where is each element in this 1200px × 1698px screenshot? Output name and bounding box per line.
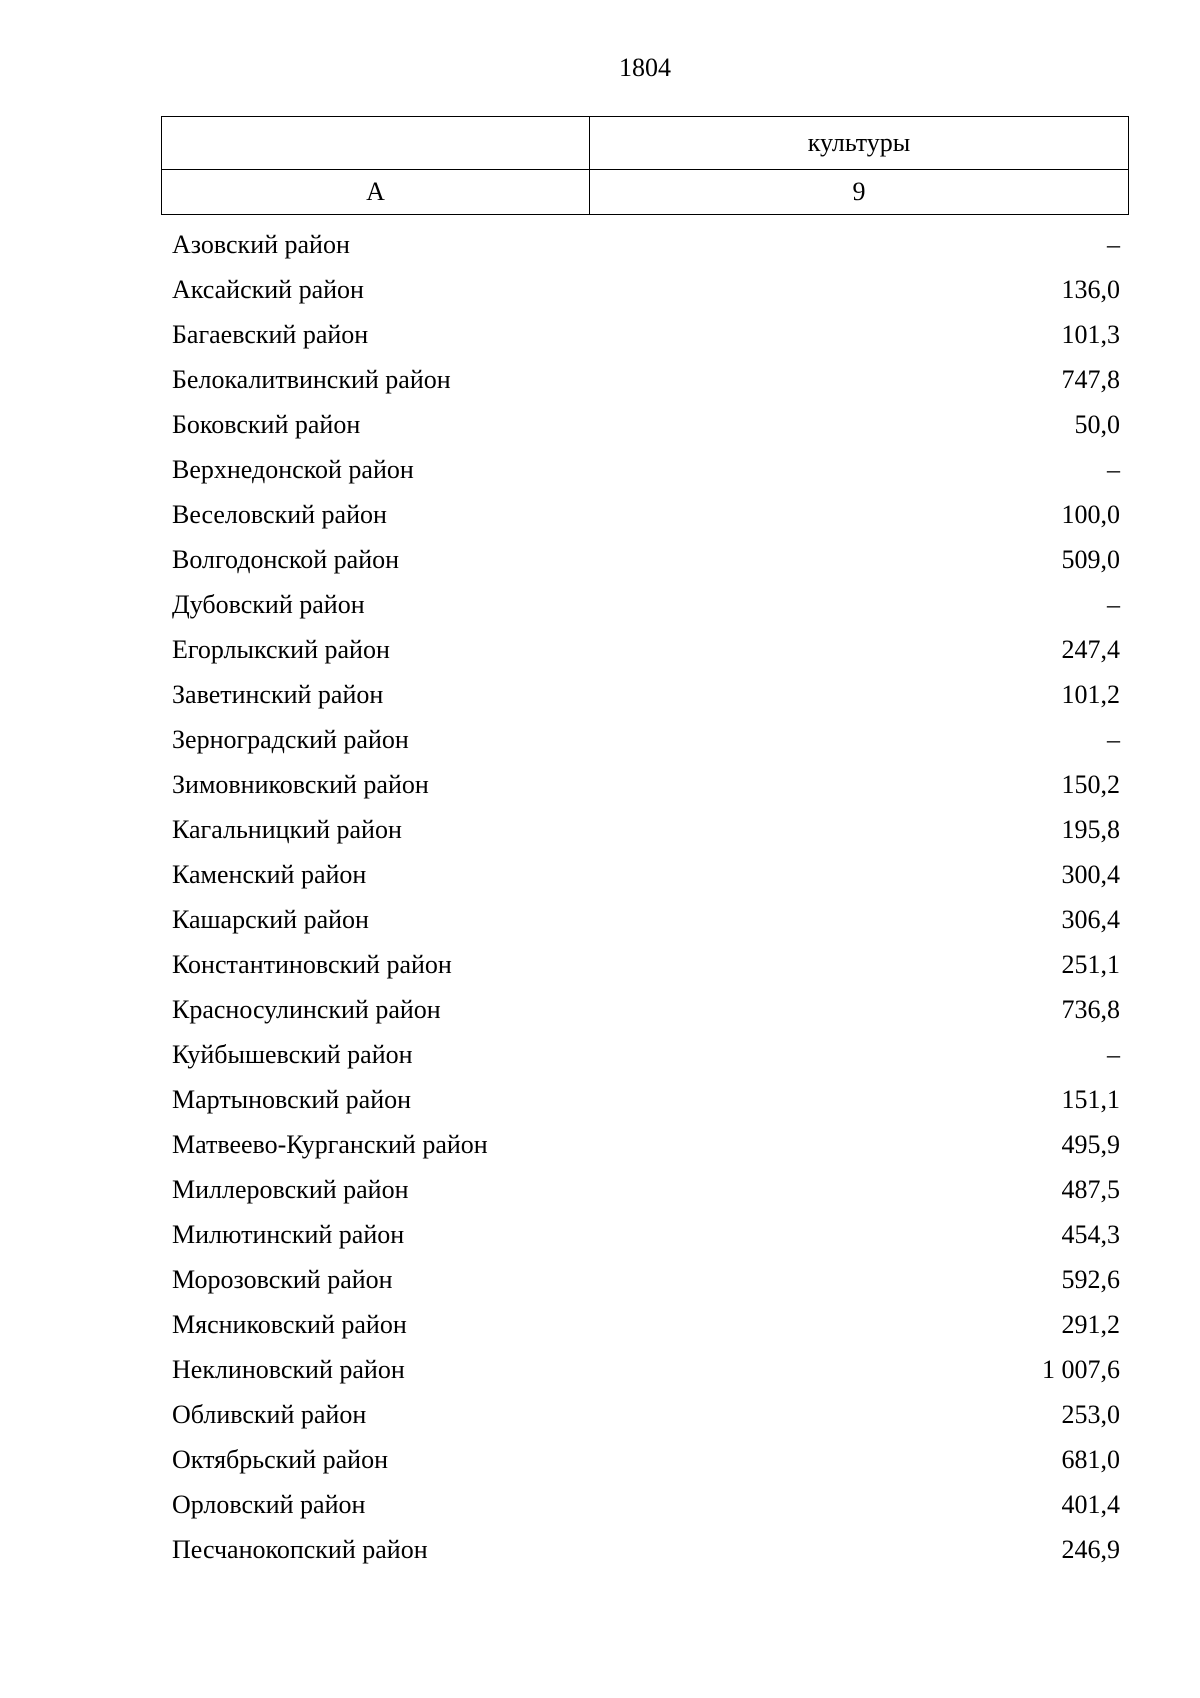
table-row (172, 1347, 1120, 1392)
header-index-9: 9 (590, 170, 1129, 215)
table-row (172, 1032, 1120, 1077)
district-value: 681,0 (1061, 1444, 1120, 1474)
table-row (172, 852, 1120, 897)
district-name: Песчанокопский район (172, 1534, 428, 1564)
district-name: Дубовский район (172, 589, 365, 619)
district-name: Красносулинский район (172, 994, 441, 1024)
district-name: Верхнедонской район (172, 454, 414, 484)
district-name: Каменский район (172, 859, 367, 889)
table-row (172, 402, 1120, 447)
table-row (172, 717, 1120, 762)
district-value: 50,0 (1074, 409, 1120, 439)
district-value: 253,0 (1061, 1399, 1120, 1429)
table-row (172, 762, 1120, 807)
district-name: Мартыновский район (172, 1084, 412, 1114)
district-name: Милютинский район (172, 1219, 405, 1249)
table-row (172, 672, 1120, 717)
table-row (172, 1122, 1120, 1167)
district-name: Мясниковский район (172, 1309, 407, 1339)
table-row (172, 627, 1120, 672)
district-name: Обливский район (172, 1399, 367, 1429)
district-name: Константиновский район (172, 949, 452, 979)
table-row (172, 1167, 1120, 1212)
table-row (172, 312, 1120, 357)
table-row (172, 222, 1120, 267)
table-row (172, 1437, 1120, 1482)
district-name: Кагальницкий район (172, 814, 402, 844)
district-value: 736,8 (1061, 994, 1120, 1024)
table-row (172, 582, 1120, 627)
table-header (161, 116, 1129, 215)
table-row (172, 1212, 1120, 1257)
district-name: Азовский район (172, 229, 350, 259)
table-row (172, 357, 1120, 402)
district-name: Неклиновский район (172, 1354, 405, 1384)
table-row (172, 492, 1120, 537)
district-value: 747,8 (1061, 364, 1120, 394)
district-value: 150,2 (1061, 769, 1120, 799)
district-value: 101,2 (1061, 679, 1120, 709)
district-value: 487,5 (1061, 1174, 1120, 1204)
district-name: Миллеровский район (172, 1174, 409, 1204)
table-row (172, 537, 1120, 582)
district-name: Багаевский район (172, 319, 369, 349)
district-value: 100,0 (1061, 499, 1120, 529)
district-value: 247,4 (1061, 634, 1120, 664)
district-name: Веселовский район (172, 499, 387, 529)
district-name: Октябрьский район (172, 1444, 388, 1474)
district-value: – (1107, 724, 1120, 754)
table-row (172, 987, 1120, 1032)
district-value: 401,4 (1061, 1489, 1120, 1519)
page-number: 1804 (619, 53, 671, 82)
district-name: Волгодонской район (172, 544, 400, 574)
district-name: Зерноградский район (172, 724, 409, 754)
district-value: – (1107, 454, 1120, 484)
table-row (172, 267, 1120, 312)
header-index-a: А (162, 170, 590, 215)
district-value: – (1107, 229, 1120, 259)
table-body (172, 222, 1120, 1572)
district-name: Боковский район (172, 409, 361, 439)
header-row-labels (162, 117, 1129, 170)
district-value: 136,0 (1061, 274, 1120, 304)
table-row (172, 1527, 1120, 1572)
table-row (172, 897, 1120, 942)
table-row (172, 942, 1120, 987)
district-name: Морозовский район (172, 1264, 393, 1294)
district-value: 306,4 (1061, 904, 1120, 934)
district-value: 454,3 (1061, 1219, 1120, 1249)
district-value: 246,9 (1061, 1534, 1120, 1564)
district-name: Зимовниковский район (172, 769, 429, 799)
district-name: Кашарский район (172, 904, 369, 934)
table-row (172, 1257, 1120, 1302)
district-value: 195,8 (1061, 814, 1120, 844)
table-row (172, 807, 1120, 852)
district-name: Матвеево-Курганский район (172, 1129, 488, 1159)
district-value: – (1107, 589, 1120, 619)
district-value: 151,1 (1061, 1084, 1120, 1114)
table-row (172, 1302, 1120, 1347)
district-value: 300,4 (1061, 859, 1120, 889)
header-row-index (162, 170, 1129, 215)
district-name: Белокалитвинский район (172, 364, 451, 394)
district-value: – (1107, 1039, 1120, 1069)
district-value: 592,6 (1061, 1264, 1120, 1294)
table-row (172, 447, 1120, 492)
district-value: 251,1 (1061, 949, 1120, 979)
district-name: Орловский район (172, 1489, 366, 1519)
table-row (172, 1482, 1120, 1527)
header-col-a-label (162, 117, 590, 170)
table-row (172, 1392, 1120, 1437)
district-name: Куйбышевский район (172, 1039, 413, 1069)
district-value: 1 007,6 (1042, 1354, 1120, 1384)
district-name: Заветинский район (172, 679, 384, 709)
district-name: Егорлыкский район (172, 634, 390, 664)
table-row (172, 1077, 1120, 1122)
district-value: 291,2 (1061, 1309, 1120, 1339)
district-name: Аксайский район (172, 274, 364, 304)
header-col-9-label: культуры (590, 117, 1129, 170)
district-value: 509,0 (1061, 544, 1120, 574)
district-value: 495,9 (1061, 1129, 1120, 1159)
district-value: 101,3 (1061, 319, 1120, 349)
